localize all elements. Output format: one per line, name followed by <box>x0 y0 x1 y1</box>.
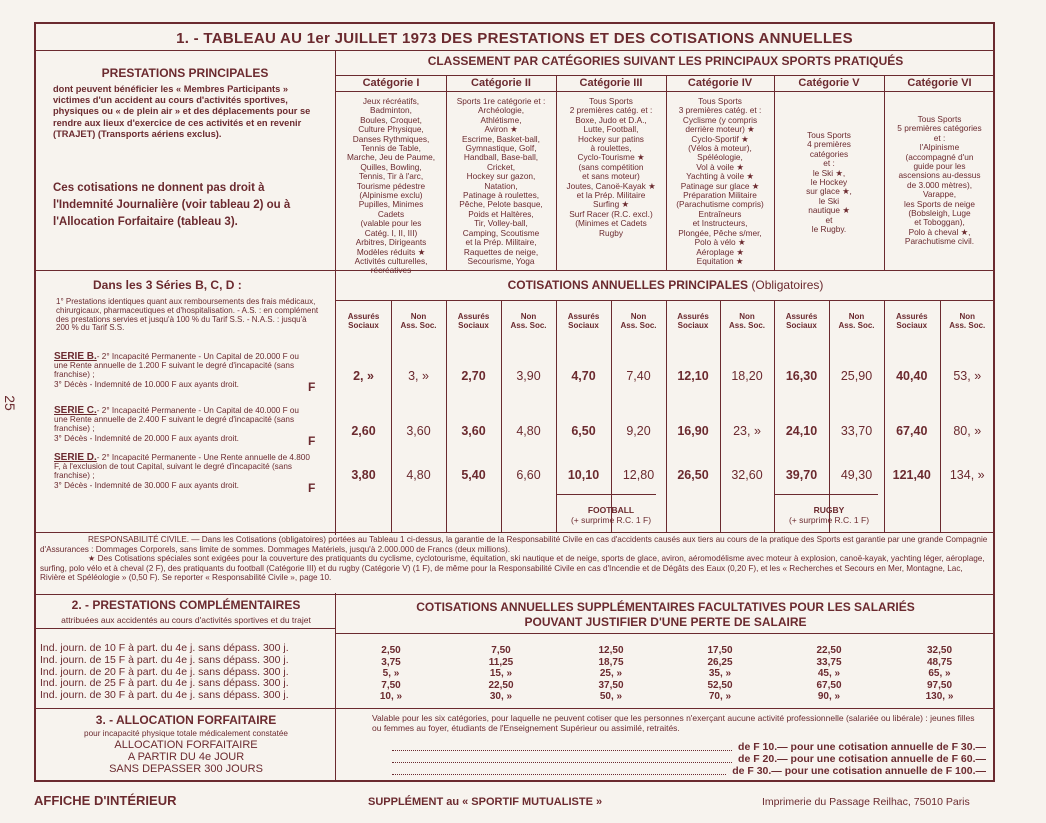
cotisation-value: 23, » <box>733 424 761 438</box>
prestations-note: Ces cotisations ne donnent pas droit à l'Indemnité Journalière (voir tableau 2) ou à l'Allocation Forfaitaire (tableau 3). <box>53 182 291 228</box>
allocation-sub: pour incapacité physique totale médicalement constatée <box>84 729 288 738</box>
category-header: Catégorie IV <box>687 77 753 89</box>
rugby-note: RUGBY <box>813 505 845 515</box>
category-header: Catégorie VI <box>907 77 972 89</box>
col-non-assures-header: Non Ass. Soc. <box>510 312 547 330</box>
allocation-row <box>392 741 986 753</box>
allocation-row <box>392 765 986 777</box>
main-title: 1. - TABLEAU AU 1er JUILLET 1973 DES PRESTATIONS ET DES COTISATIONS ANNUELLES <box>176 30 853 47</box>
allocation-line-1: ALLOCATION FORFAITAIRE <box>114 739 258 751</box>
cotisation-value: 49,30 <box>840 468 873 482</box>
footer-right: Imprimerie du Passage Reilhac, 75010 Paris <box>762 796 970 808</box>
divider <box>34 628 335 629</box>
col-assures-header: Assurés Sociaux <box>457 312 490 330</box>
page-number: 25 <box>1 395 18 411</box>
cotisation-value: 39,70 <box>785 468 818 482</box>
serie-description <box>54 406 310 443</box>
col-assures-header: Assurés Sociaux <box>785 312 818 330</box>
cotisation-value: 12,80 <box>622 468 655 482</box>
allocation-text: de F 30.— pour une cotisation annuelle de F 100.— <box>732 765 986 777</box>
cotisation-value: 67,40 <box>896 424 928 438</box>
cotisation-value: 4,80 <box>406 468 431 482</box>
divider <box>446 300 447 532</box>
cotisation-value: 16,90 <box>677 424 709 438</box>
series-heading: Dans les 3 Séries B, C, D : <box>93 278 242 292</box>
serie-text: - 2° Incapacité Permanente - Une Rente annuelle de 4.800 F, à l'exclusion de tout Capital, suivant le degré d'incapacité (sans franchise) ; 3° Décès - Indemnité de 30.000 F aux ayants droit. <box>54 453 310 490</box>
serie-unit: F <box>308 481 316 495</box>
serie-text: - 2° Incapacité Permanente - Un Capital de 20.000 F ou une Rente annuelle de 1.200 F suivant le degré d'incapacité (sans franchise) ; 3° Décès - Indemnité de 10.000 F aux ayants droit. <box>54 352 299 389</box>
category-header: Catégorie I <box>362 77 420 89</box>
football-note: FOOTBALL <box>587 505 635 515</box>
cotisations-subtitle: (Obligatoires) <box>751 278 824 292</box>
valable-text: Valable pour les six catégories, pour laquelle ne peuvent cotiser que les personnes n'exerçant aucune activité professionnelle (salariée ou libérale) : jeunes filles ou femmes au foyer, étudiants de l'Enseignement Supérieur ou assimilé, retraités. <box>372 713 975 733</box>
prestations-heading: PRESTATIONS PRINCIPALES <box>101 66 269 80</box>
divider <box>774 300 775 532</box>
complementaires-heading: 2. - PRESTATIONS COMPLÉMENTAIRES <box>71 598 301 612</box>
cotisation-value: 10,10 <box>567 468 600 482</box>
cotisation-value: 6,50 <box>571 424 596 438</box>
cotisation-value: 25,90 <box>840 369 873 383</box>
indemnite-row: Ind. journ. de 25 F à part. du 4e j. sans dépass. 300 j. <box>40 677 289 690</box>
divider <box>556 494 656 495</box>
dotted-leader <box>392 762 732 763</box>
cotisation-value: 32,60 <box>731 468 763 482</box>
cotisation-value: 2,70 <box>461 369 486 383</box>
cotisation-value: 4,70 <box>571 369 596 383</box>
cotisations-title: COTISATIONS ANNUELLES PRINCIPALES <box>507 278 749 292</box>
cotisation-value: 5,40 <box>461 468 486 482</box>
col-non-assures-header: Non Ass. Soc. <box>949 312 986 330</box>
indemnite-row: Ind. journ. de 20 F à part. du 4e j. sans dépass. 300 j. <box>40 665 289 678</box>
supp-cotisation-column: 2,50 3,75 5, » 7,50 10, » <box>379 645 403 703</box>
serie-name: SERIE D. <box>54 452 97 463</box>
dotted-leader <box>392 774 726 775</box>
col-assures-header: Assurés Sociaux <box>567 312 600 330</box>
divider <box>666 75 667 270</box>
supp-cotisation-column: 7,50 11,25 15, » 22,50 30, » <box>488 645 514 703</box>
responsabilite-text: RESPONSABILITÉ CIVILE. — Dans les Cotisations (obligatoires) portées au Tableau 1 ci-dessus, la garantie de la Responsabilité Civile en cas d'accidents causés aux tiers au cours de la pratique des Sports est garantie par une grande Compagnie d'Assurances : Dommages Corporels, sans limite de sommes. Dommages Matériels, jusqu'à 2.000.000 de Francs (deux millions). <box>40 535 988 554</box>
supp-title-line-1: COTISATIONS ANNUELLES SUPPLÉMENTAIRES FACULTATIVES POUR LES SALARIÉS <box>416 600 915 614</box>
col-non-assures-header: Non Ass. Soc. <box>838 312 875 330</box>
divider <box>34 270 995 271</box>
footer-left: AFFICHE D'INTÉRIEUR <box>34 793 177 808</box>
supp-cotisation-column: 17,50 26,25 35, » 52,50 70, » <box>707 645 733 703</box>
divider <box>501 300 502 532</box>
responsabilite-text-2: ★ Des Cotisations spéciales sont exigées pour la couverture des pratiquants du cyclisme, cyclotourisme, équitation, ski nautique et de neige, sports de glace, aviron, aéromodélisme avec moteur à explosion, canoë-kayak, yachting léger, aéroplage, surfing, polo vélo et à cheval (2 F), des pratiquants du football (Catégorie III) et du rugby (Catégorie V) (1 F), de même pour la Responsabilité Civile en cas d'Incendie et de Dégâts des Eaux (0,20 F), et les « Recherches et Secours en Mer, Montagne, Lac, Rivière et Spéléologie » (0,50 F). Se reporter « Responsabilité Civile », page 10. <box>40 554 985 583</box>
divider <box>884 300 885 532</box>
divider <box>34 708 995 709</box>
cotisation-value: 121,40 <box>892 468 931 482</box>
supp-title-line-2: POUVANT JUSTIFIER D'UNE PERTE DE SALAIRE <box>524 615 807 629</box>
indemnite-row: Ind. journ. de 10 F à part. du 4e j. sans dépass. 300 j. <box>40 642 289 654</box>
football-sub: (+ surprime R.C. 1 F) <box>570 515 652 525</box>
cotisation-value: 3,60 <box>461 424 486 438</box>
serie-description <box>54 453 310 490</box>
cotisation-value: 18,20 <box>731 369 763 383</box>
divider <box>34 594 995 595</box>
category-sports: Tous Sports 2 premières catég. et : Boxe, Judo et D.A., Lutte, Football, Hockey sur patins à roulettes, Cyclo-Tourisme ★ (sans compétition et sans moteur) Joutes, Canoë-Kayak ★ et la Prép. Militaire Surfing ★ Surf Racer (R.C. excl.) (Minimes et Cadets Rugby <box>566 96 656 238</box>
divider <box>720 300 721 532</box>
cotisation-value: 12,10 <box>677 369 709 383</box>
divider <box>611 300 612 532</box>
cotisation-value: 26,50 <box>677 468 709 482</box>
col-non-assures-header: Non Ass. Soc. <box>728 312 765 330</box>
divider <box>666 300 667 532</box>
divider <box>446 75 447 270</box>
allocation-text: de F 20.— pour une cotisation annuelle de F 60.— <box>738 753 986 765</box>
col-non-assures-header: Non Ass. Soc. <box>400 312 437 330</box>
allocation-lines <box>38 739 334 775</box>
allocation-text: de F 10.— pour une cotisation annuelle de F 30.— <box>738 741 986 753</box>
serie-name: SERIE B. <box>54 351 97 362</box>
cotisation-value: 2, » <box>353 369 374 383</box>
cotisation-value: 4,80 <box>516 424 541 438</box>
cotisation-value: 2,60 <box>351 424 376 438</box>
indemnite-row: Ind. journ. de 15 F à part. du 4e j. sans dépass. 300 j. <box>40 653 289 666</box>
supp-title <box>336 600 995 630</box>
cotisation-value: 6,60 <box>516 468 541 482</box>
cotisation-value: 16,30 <box>785 369 818 383</box>
classement-title: CLASSEMENT PAR CATÉGORIES SUIVANT LES PRINCIPAUX SPORTS PRATIQUÉS <box>427 54 904 68</box>
divider <box>336 633 995 634</box>
col-non-assures-header: Non Ass. Soc. <box>620 312 657 330</box>
category-header: Catégorie V <box>798 77 860 89</box>
cotisation-value: 7,40 <box>626 369 651 383</box>
indemnite-row: Ind. journ. de 30 F à part. du 4e j. sans dépass. 300 j. <box>40 689 289 702</box>
divider <box>34 532 995 533</box>
cotisation-value: 3,90 <box>516 369 541 383</box>
cotisation-value: 40,40 <box>896 369 928 383</box>
cotisation-value: 3,80 <box>351 468 376 482</box>
category-sports: Tous Sports 4 premières catégories et : le Ski ★, le Hockey sur glace ★, le Ski nautique ★ et le Rugby. <box>806 130 852 235</box>
rugby-sub: (+ surprime R.C. 1 F) <box>788 515 870 525</box>
supp-cotisation-column: 12,50 18,75 25, » 37,50 50, » <box>598 645 624 703</box>
cotisation-value: 80, » <box>953 424 982 438</box>
divider <box>774 494 878 495</box>
allocation-row <box>392 753 986 765</box>
allocation-line-2: A PARTIR DU 4e JOUR <box>127 751 245 763</box>
category-header: Catégorie II <box>471 77 531 89</box>
divider <box>940 300 941 532</box>
category-sports: Jeux récréatifs, Badminton, Boules, Croquet, Culture Physique, Danses Rythmiques, Tennis de Table, Marche, Jeu de Paume, Quilles, Bowling, Tennis, Tir à l'arc, Tourisme pédestre (Alpinisme exclu) Pupilles, Minimes Cadets (valable pour les Catég. I, II, III) Arbitres, Dirigeants Modèles réduits ★ Activités culturelles, récréatives <box>346 96 436 276</box>
dotted-leader <box>392 750 732 751</box>
cotisation-value: 53, » <box>953 369 982 383</box>
col-assures-header: Assurés Sociaux <box>677 312 709 330</box>
cotisation-value: 3,60 <box>406 424 431 438</box>
divider <box>556 75 557 270</box>
divider <box>774 75 775 270</box>
cotisation-value: 24,10 <box>785 424 818 438</box>
allocation-heading: 3. - ALLOCATION FORFAITAIRE <box>95 713 277 727</box>
serie-unit: F <box>308 380 316 394</box>
col-assures-header: Assurés Sociaux <box>347 312 380 330</box>
divider <box>391 300 392 532</box>
divider <box>829 300 830 532</box>
cotisation-value: 33,70 <box>840 424 873 438</box>
category-sports: Tous Sports 5 premières catégories et : l'Alpinisme (accompagné d'un guide pour les ascensions au-dessus de 3.000 mètres), Varappe, les Sports de neige (Bobsleigh, Luge et Toboggan), Polo à cheval ★, Parachutisme civil. <box>897 114 982 247</box>
divider <box>34 50 995 51</box>
supp-cotisation-column: 22,50 33,75 45, » 67,50 90, » <box>816 645 842 703</box>
cotisations-title-row <box>336 278 995 292</box>
responsabilite-block <box>40 535 990 593</box>
divider <box>556 300 557 532</box>
col-assures-header: Assurés Sociaux <box>895 312 928 330</box>
complementaires-sub: attribuées aux accidentés au cours d'activités sportives et du trajet <box>61 615 311 625</box>
cotisation-value: 134, » <box>949 468 985 482</box>
cotisation-value: 3, » <box>408 369 429 383</box>
supp-cotisation-column: 32,50 48,75 65, » 97,50 130, » <box>925 645 954 703</box>
prestations-text: dont peuvent bénéficier les « Membres Participants » victimes d'un accident au cours d'activités sportives, physiques ou « de plein air » et des déplacements pour se rendre aux lieux d'exercice de ces activités et en revenir (TRAJET) (Transports aériens exclus). <box>53 84 311 139</box>
category-sports: Sports 1re catégorie et : Archéologie, Athlétisme, Aviron ★ Escrime, Basket-ball, Gymnastique, Golf, Handball, Base-ball, Cricket, Hockey sur gazon, Natation, Patinage à roulettes, Pêche, Pelote basque, Poids et Haltères, Tir, Volley-ball, Camping, Scoutisme et la Prép. Militaire, Raquettes de neige, Secourisme, Yoga <box>456 96 546 266</box>
category-sports: Tous Sports 3 premières catég. et : Cyclisme (y compris derrière moteur) ★ Cyclo-Sportif ★ (Vélos à moteur), Spéléologie, Vol à voile ★ Yachting à voile ★ Patinage sur glace ★ Préparation Militaire (Parachutisme compris) Entraîneurs et Instructeurs, Plongée, Pêche s/mer, Polo à vélo ★ Aéroplage ★ Equitation ★ <box>676 96 764 266</box>
series-intro: 1° Prestations identiques quant aux remboursements des frais médicaux, chirurgicaux, pharmaceutiques et d'hospitalisation. - A.S. : en complément des prestations servies et jusqu'à 100 % du Tarif S.S. - N.A.S. : jusqu'à 200 % du Tarif S.S. <box>56 297 319 333</box>
footer-center: SUPPLÉMENT au « SPORTIF MUTUALISTE » <box>368 796 603 808</box>
allocation-line-3: SANS DEPASSER 300 JOURS <box>109 763 263 775</box>
category-header: Catégorie III <box>579 77 643 89</box>
serie-text: - 2° Incapacité Permanente - Un Capital de 40.000 F ou une Rente annuelle de 2.400 F suivant le degré d'incapacité (sans franchise) ; 3° Décès - Indemnité de 20.000 F aux ayants droit. <box>54 406 299 443</box>
divider <box>884 75 885 270</box>
serie-description <box>54 352 310 389</box>
cotisation-value: 9,20 <box>626 424 651 438</box>
serie-name: SERIE C. <box>54 405 97 416</box>
serie-unit: F <box>308 434 316 448</box>
